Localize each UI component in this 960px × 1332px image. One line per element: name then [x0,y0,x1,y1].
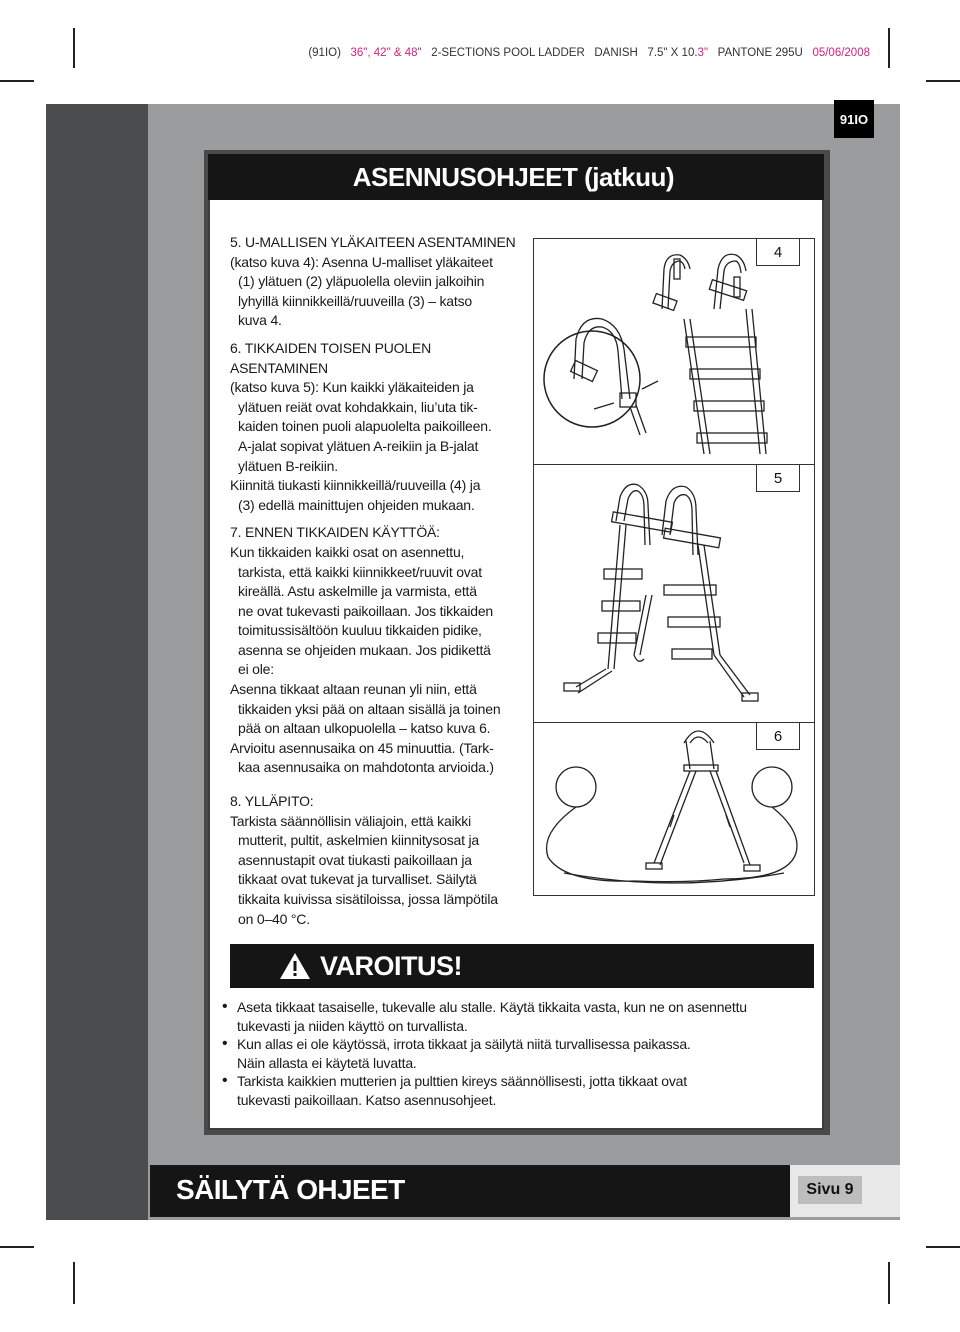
figure-4-label: 4 [756,238,800,266]
section-line: 6. TIKKAIDEN TOISEN PUOLEN ASENTAMINEN [230,339,431,376]
figure-5-label: 5 [756,464,800,492]
warning-header [230,944,814,988]
figure-4-illustration [534,239,813,472]
section-line: Tarkista säännöllisin väliajoin, että kaikki [230,812,471,829]
crop-mark [888,28,890,68]
warning-item-line: Tarkista kaikkien mutterien ja pulttien kireys säännöllisesti, jotta tikkaat ovat [237,1073,687,1089]
print-code: (91IO) [308,47,341,59]
product-code-badge: 91IO [834,100,874,138]
section-line: on 0–40 °C. [238,910,310,927]
section-line: kuva 4. [238,312,282,329]
print-dimensions-suffix: 3" [697,47,709,59]
warning-item [222,1072,814,1109]
section-line: A-jalat sopivat ylätuen A-reikiin ja B-jalat [238,437,479,454]
print-dimensions [647,47,708,59]
crop-mark [926,80,960,82]
section-5 [230,233,530,331]
section-line: lyhyillä kiinnikkeillä/ruuveilla (3) – katso [238,292,472,309]
section-line: Kun tikkaiden kaikki osat on asennettu, [230,543,465,560]
section-line: toimitussisältöön kuuluu tikkaiden pidike, [238,622,482,639]
warning-item-line: tukevasti paikoillaan. Katso asennusohjeet. [237,1091,497,1108]
section-line: asennustapit ovat tiukasti paikoillaan ja [238,851,472,868]
section-line: (3) edellä mainittujen ohjeiden mukaan. [238,496,475,513]
print-sizes: 36", 42" & 48" [350,47,422,59]
crop-mark [0,80,34,82]
crop-mark [888,1262,890,1304]
print-date: 05/06/2008 [812,47,870,59]
warning-title: VAROITUS! [320,950,462,981]
print-dimensions-prefix: 7.5" X 10. [647,47,698,59]
warning-item-line: tukevasti ja niiden käyttö on turvallista. [237,1017,468,1034]
section-8 [230,792,530,929]
crop-mark [73,1262,75,1304]
page-title: ASENNUSOHJEET (jatkuu) [352,161,674,192]
warning-item-line: Näin allasta ei käytetä luvatta. [237,1054,417,1071]
print-language: DANISH [594,47,638,59]
section-7 [230,523,530,778]
instructions-text [230,233,530,937]
section-line: 5. U-MALLISEN YLÄKAITEEN ASENTAMINEN [230,234,516,250]
section-line: tikkaat ovat tukevat ja turvalliset. Säilytä [238,871,477,888]
section-line: kireällä. Astu askelmille ja varmista, että [238,583,477,600]
section-line: tikkaiden yksi pää on altaan sisällä ja toinen [238,700,501,717]
warning-item [222,1035,814,1072]
warning-triangle-icon [278,951,312,981]
print-header [0,47,870,59]
section-line: Kiinnitä tiukasti kiinnikkeillä/ruuveilla (4) ja [230,477,481,494]
warning-item-line: Aseta tikkaat tasaiselle, tukevalle alu stalle. Käytä tikkaita vasta, kun ne on asennettu [237,999,747,1015]
figure-4 [533,238,815,474]
page-number: Sivu 9 [798,1176,862,1204]
section-line: pää on altaan ulkopuolella – katso kuva 6. [238,720,491,737]
crop-mark [0,1246,34,1248]
section-line: (katso kuva 5): Kun kaikki yläkaiteiden ja [230,379,474,396]
section-line: Asenna tikkaat altaan reunan yli niin, että [230,681,477,698]
crop-mark [926,1246,960,1248]
section-line: kaa asennusaika on mahdotonta arvioida.) [238,759,494,776]
figure-6-label: 6 [756,722,800,750]
section-line: (katso kuva 4): Asenna U-malliset yläkaiteet [230,253,493,270]
section-line: ylätuen B-reikiin. [238,457,338,474]
section-line: mutterit, pultit, askelmien kiinnitysosat ja [238,832,479,849]
section-line: asenna se ohjeiden mukaan. Jos pidikettä [238,641,491,658]
section-line: ei ole: [238,661,274,678]
section-6 [230,339,530,515]
section-line: ylätuen reiät ovat kohdakkain, liu’uta tik- [238,398,478,415]
section-line: 8. YLLÄPITO: [230,793,314,810]
section-line: kaiden toinen puoli alapuolelta paikoilleen. [238,418,492,435]
section-line: ne ovat tukevasti paikoillaan. Jos tikkaiden [238,602,494,619]
warning-item [222,998,814,1035]
warning-item-line: Kun allas ei ole käytössä, irrota tikkaat ja säilytä niitä turvallisessa paikassa. [237,1036,691,1052]
figure-5 [533,464,815,726]
section-line: tarkista, että kaikki kiinnikkeet/ruuvit ovat [238,563,482,580]
print-product: 2-SECTIONS POOL LADDER [431,47,585,59]
footer-title: SÄILYTÄ OHJEET [176,1174,405,1205]
print-pantone: PANTONE 295U [717,47,803,59]
warning-list [222,998,814,1109]
section-line: Arvioitu asennusaika on 45 minuuttia. (Tark- [230,739,494,756]
page-dark-strip [46,104,148,1220]
page-title-bar [208,154,824,200]
section-line: tikkaita kuivissa sisätiloissa, jossa lämpötila [238,891,498,907]
figure-5-illustration [534,465,813,724]
section-line: (1) ylätuen (2) yläpuolella oleviin jalkoihin [238,273,485,290]
section-line: 7. ENNEN TIKKAIDEN KÄYTTÖÄ: [230,524,440,541]
